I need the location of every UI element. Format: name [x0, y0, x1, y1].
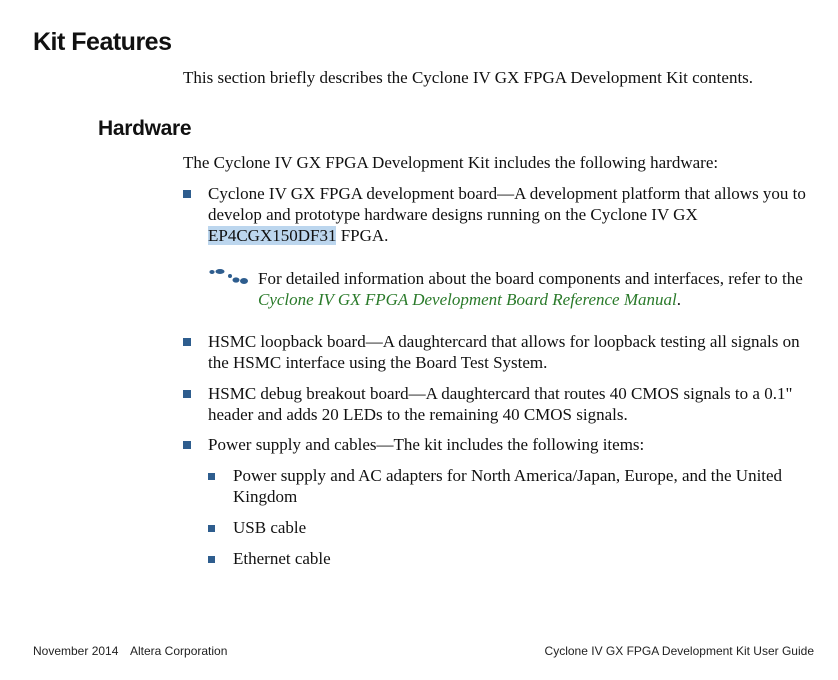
list-item-text: HSMC debug breakout board—A daughtercard that routes 40 CMOS signals to a 0.1" header and adds 20 LEDs to the remaining 40 CMOS signals. [208, 384, 793, 424]
footer-date: November 2014 [33, 644, 119, 658]
square-bullet-icon [183, 338, 191, 346]
sub-list-item-text: Power supply and AC adapters for North America/Japan, Europe, and the United Kingdom [233, 466, 783, 506]
section-heading-hardware: Hardware [98, 117, 192, 140]
footer-company: Altera Corporation [130, 644, 228, 658]
square-bullet-icon [183, 190, 191, 198]
square-bullet-icon [183, 390, 191, 398]
hardware-lead-paragraph: The Cyclone IV GX FPGA Development Kit includes the following hardware: [183, 153, 719, 172]
note-block [208, 268, 813, 310]
page-title: Kit Features [33, 28, 172, 56]
note-text: For detailed information about the board components and interfaces, refer to the Cyclone IV GX FPGA Development Board Reference Manual. [258, 269, 803, 309]
square-bullet-icon [183, 441, 191, 449]
square-bullet-icon [208, 556, 215, 563]
intro-paragraph: This section briefly describes the Cyclone IV GX FPGA Development Kit contents. [183, 68, 754, 87]
list-item [183, 331, 813, 373]
highlighted-text: EP4CGX150DF31 [208, 226, 337, 245]
sub-list-item [208, 517, 813, 538]
sub-list-item-text: Ethernet cable [233, 549, 331, 568]
sub-list-item-text: USB cable [233, 518, 307, 537]
sub-list-item [208, 465, 813, 507]
list-item [183, 183, 813, 246]
list-item-text: Power supply and cables—The kit includes the following items: [208, 435, 645, 454]
square-bullet-icon [208, 525, 215, 532]
list-item-text: HSMC loopback board—A daughtercard that allows for loopback testing all signals on the HSMC interface using the Board Test System. [208, 332, 800, 372]
footer-document-title: Cyclone IV GX FPGA Development Kit User Guide [544, 644, 814, 658]
footprints-note-icon [208, 268, 250, 288]
list-item-text: Cyclone IV GX FPGA development board—A development platform that allows you to develop and prototype hardware designs running on the Cyclone IV GX EP4CGX150DF31 FPGA. [208, 184, 806, 245]
reference-manual-link[interactable]: Cyclone IV GX FPGA Development Board Reference Manual [258, 290, 677, 309]
list-item [183, 383, 813, 425]
list-item [183, 434, 813, 455]
sub-list-item [208, 548, 813, 569]
square-bullet-icon [208, 473, 215, 480]
